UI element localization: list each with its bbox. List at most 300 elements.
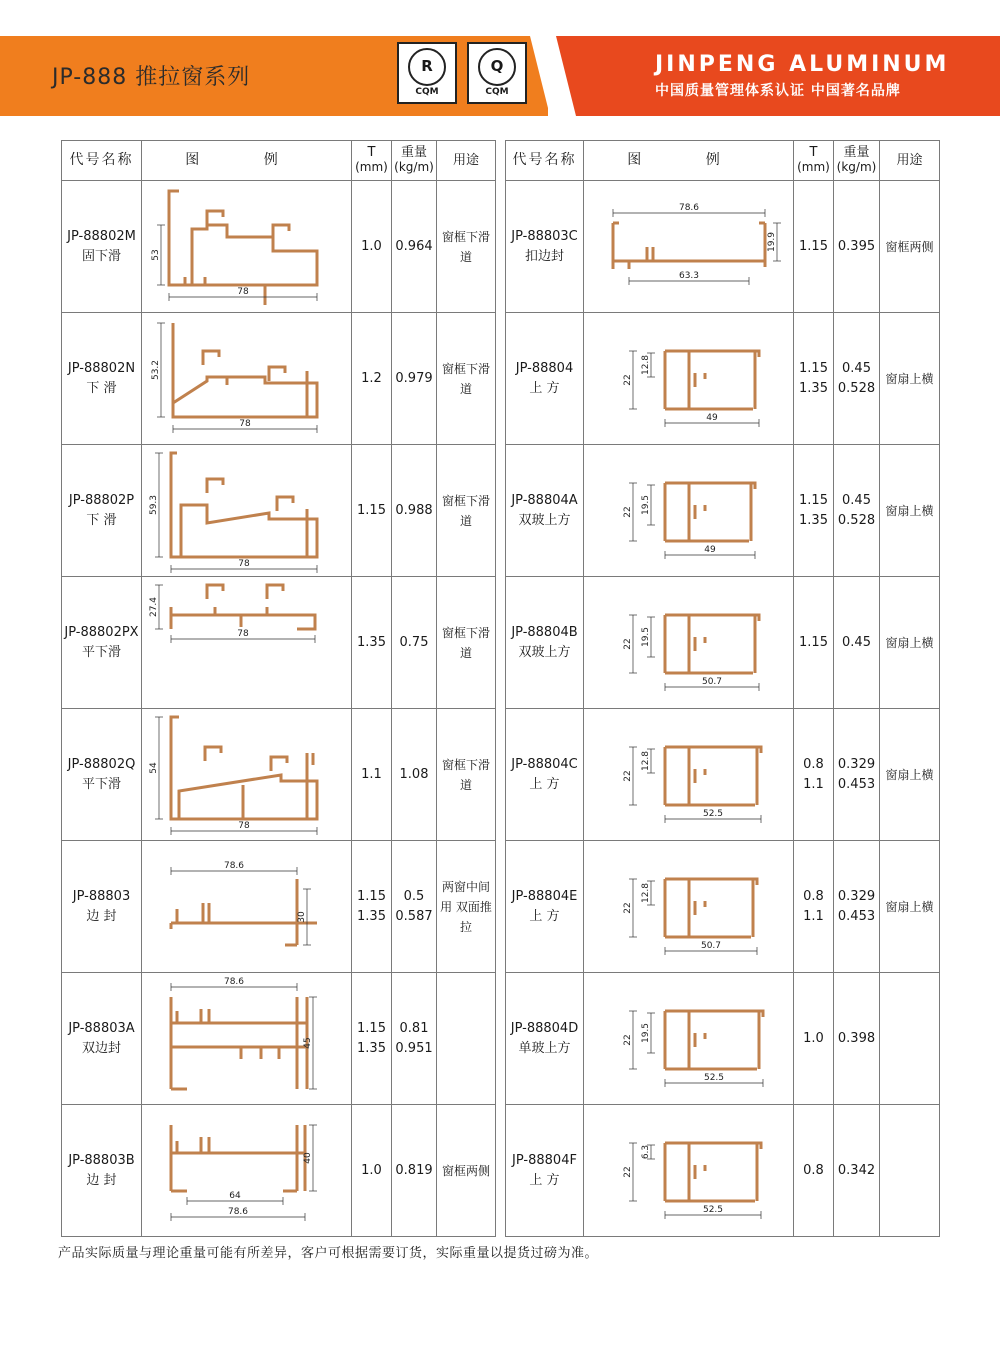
- usage-cell: [437, 445, 496, 577]
- thickness-value: 1.1: [361, 766, 382, 782]
- col-figure-header: 图 例: [584, 141, 794, 181]
- cqm-q-certification-logo: Q CQM: [467, 42, 527, 104]
- profile-section-shape: [205, 747, 221, 761]
- product-code: JP-88804A: [511, 492, 578, 508]
- profile-section-shape: [207, 479, 223, 493]
- product-name: 扣边封: [524, 248, 564, 264]
- weight-value: 0.979: [395, 370, 433, 386]
- weight-value: 0.329: [837, 756, 876, 772]
- thickness-value: 1.15: [799, 492, 828, 508]
- weight-value: 0.964: [395, 238, 433, 254]
- thickness-cell: [794, 577, 834, 709]
- weight-cell: [392, 181, 437, 313]
- profile-cross-section-diagram: [589, 181, 789, 312]
- profile-section-shape: [665, 879, 753, 937]
- thickness-cell: [352, 1105, 392, 1237]
- weight-cell: [392, 445, 437, 577]
- dimension-label: 53: [150, 249, 161, 261]
- thickness-cell: [352, 445, 392, 577]
- weight-cell: [392, 1105, 437, 1237]
- table-row: [506, 445, 940, 577]
- product-name: 边 封: [86, 908, 117, 924]
- weight-value: 0.528: [837, 512, 876, 528]
- dimension-label: 19.5: [640, 626, 651, 648]
- product-code: JP-88803B: [68, 1152, 135, 1168]
- profile-cross-section-diagram: [589, 841, 789, 972]
- dimension-label: 22: [622, 770, 633, 782]
- thickness-cell: [794, 841, 834, 973]
- profile-section-shape: [177, 1137, 209, 1153]
- weight-value: 0.988: [395, 502, 433, 518]
- weight-cell: [392, 577, 437, 709]
- profile-section-shape: [269, 367, 285, 381]
- thickness-value: 1.15: [357, 888, 386, 904]
- weight-value: 0.75: [399, 634, 429, 650]
- weight-cell: [834, 313, 880, 445]
- profile-section-shape: [173, 323, 317, 417]
- product-code-cell: [506, 973, 584, 1105]
- usage-cell: [437, 577, 496, 709]
- profile-cross-section-diagram: [589, 577, 789, 708]
- col-thickness-header: T (mm): [794, 141, 834, 181]
- profile-drawing-cell: [142, 973, 352, 1105]
- thickness-value: 1.15: [799, 360, 828, 376]
- profile-drawing-cell: [142, 709, 352, 841]
- usage-cell: [437, 181, 496, 313]
- profile-cross-section-diagram: [147, 1105, 347, 1236]
- profile-cross-section-diagram: [147, 709, 347, 840]
- dimension-label: 40: [302, 1152, 313, 1164]
- profile-drawing-cell: [584, 445, 794, 577]
- usage-cell: [880, 577, 940, 709]
- weight-value: 0.951: [395, 1040, 433, 1056]
- usage-cell: [880, 1105, 940, 1237]
- usage-text: 窗框两侧: [441, 1163, 490, 1178]
- weight-value: 0.819: [395, 1162, 433, 1178]
- thickness-cell: [352, 313, 392, 445]
- profile-section-shape: [629, 247, 653, 269]
- usage-cell: [437, 709, 496, 841]
- thickness-value: 1.0: [361, 238, 382, 254]
- usage-text: 窗扇上横: [885, 767, 934, 782]
- dimension-label: 52.5: [702, 809, 723, 819]
- table-row: [62, 841, 496, 973]
- thickness-cell: [794, 709, 834, 841]
- weight-cell: [392, 313, 437, 445]
- profile-section-shape: [745, 615, 759, 621]
- weight-cell: [834, 445, 880, 577]
- product-code: JP-88804E: [511, 888, 578, 904]
- weight-value: 0.45: [842, 634, 871, 650]
- profile-section-shape: [273, 225, 289, 239]
- profile-section-shape: [689, 1011, 705, 1069]
- dimension-label: 22: [622, 1034, 633, 1046]
- profile-section-shape: [689, 351, 705, 409]
- profile-cross-section-diagram: [589, 313, 789, 444]
- product-code-cell: [62, 313, 142, 445]
- thickness-cell: [794, 973, 834, 1105]
- product-name: 双玻上方: [518, 644, 571, 660]
- thickness-cell: [794, 1105, 834, 1237]
- product-code: JP-88802M: [67, 228, 136, 244]
- thickness-cell: [794, 313, 834, 445]
- profile-section-shape: [271, 757, 287, 771]
- col-use-header: 用途: [437, 141, 496, 181]
- weight-cell: [392, 709, 437, 841]
- dimension-label: 78: [236, 287, 249, 297]
- thickness-value: 1.35: [799, 512, 828, 528]
- thickness-value: 1.15: [357, 1020, 386, 1036]
- profile-section-shape: [665, 615, 755, 673]
- profile-section-shape: [207, 585, 223, 599]
- dimension-label: 50.7: [700, 941, 721, 951]
- thickness-cell: [352, 841, 392, 973]
- profile-cross-section-diagram: [147, 181, 347, 312]
- profile-drawing-cell: [584, 181, 794, 313]
- profile-section-shape: [267, 585, 283, 599]
- brand-name-en: JINPENG ALUMINUM: [655, 52, 950, 77]
- weight-value: 0.453: [837, 776, 876, 792]
- thickness-cell: [352, 973, 392, 1105]
- thickness-value: 1.35: [357, 634, 386, 650]
- usage-text: 窗扇上横: [885, 899, 934, 914]
- product-name: 平下滑: [81, 776, 121, 792]
- product-code: JP-88804: [515, 360, 574, 376]
- usage-cell: [880, 973, 940, 1105]
- usage-cell: [437, 313, 496, 445]
- product-code-cell: [506, 181, 584, 313]
- thickness-value: 1.0: [803, 1030, 824, 1046]
- profile-section-shape: [215, 607, 267, 627]
- thickness-value: 1.35: [357, 1040, 386, 1056]
- weight-value: 1.08: [399, 766, 429, 782]
- profile-section-shape: [745, 351, 759, 357]
- usage-cell: [880, 181, 940, 313]
- weight-value: 0.81: [399, 1020, 429, 1036]
- table-row: [62, 445, 496, 577]
- table-row: [506, 973, 940, 1105]
- dimension-label: 49: [703, 545, 716, 555]
- profile-section-shape: [665, 1011, 759, 1069]
- dimension-label: 78.6: [223, 861, 244, 871]
- profile-cross-section-diagram: [589, 1105, 789, 1236]
- dimension-label: 12.8: [640, 882, 651, 904]
- product-code-cell: [506, 1105, 584, 1237]
- dimension-label: 6.3: [640, 1144, 651, 1160]
- usage-text: 窗框下滑道: [441, 493, 490, 528]
- product-code: JP-88804F: [512, 1152, 577, 1168]
- profile-section-shape: [277, 497, 293, 511]
- product-code-cell: [62, 577, 142, 709]
- dimension-label: 49: [705, 413, 718, 423]
- product-code: JP-88804B: [511, 624, 578, 640]
- profile-cross-section-diagram: [589, 445, 789, 576]
- dimension-label: 63.3: [678, 271, 699, 281]
- profile-cross-section-diagram: [589, 709, 789, 840]
- weight-value: 0.45: [842, 360, 871, 376]
- thickness-value: 1.15: [357, 502, 386, 518]
- profile-drawing-cell: [142, 841, 352, 973]
- col-code-header: 代号名称: [506, 141, 584, 181]
- table-header-row: [506, 141, 940, 181]
- product-code-cell: [506, 709, 584, 841]
- dimension-label: 78.6: [223, 977, 244, 987]
- dimension-label: 64: [228, 1191, 241, 1201]
- profile-section-shape: [171, 997, 307, 1089]
- profile-section-shape: [747, 747, 761, 753]
- dimension-label: 22: [622, 902, 633, 914]
- dimension-label: 52.5: [702, 1205, 723, 1215]
- dimension-label: 30: [296, 911, 307, 923]
- product-name: 上 方: [529, 1172, 560, 1188]
- dimension-label: 52.5: [703, 1073, 724, 1083]
- profile-section-shape: [747, 1143, 761, 1149]
- table-row: [506, 313, 940, 445]
- profile-section-shape: [177, 1009, 279, 1059]
- table-row: [62, 577, 496, 709]
- thickness-cell: [352, 181, 392, 313]
- profile-table-left: [61, 140, 496, 1237]
- product-code: JP-88804D: [510, 1020, 579, 1036]
- dimension-label: 50.7: [701, 677, 722, 687]
- weight-value: 0.398: [837, 1030, 876, 1046]
- profile-section-shape: [203, 351, 219, 365]
- profile-section-shape: [665, 747, 757, 805]
- dimension-label: 78.6: [678, 203, 699, 213]
- col-thickness-header: T (mm): [352, 141, 392, 181]
- profile-cross-section-diagram: [147, 577, 347, 708]
- product-code-cell: [62, 445, 142, 577]
- usage-cell: [880, 313, 940, 445]
- profile-cross-section-diagram: [589, 973, 789, 1104]
- product-code-cell: [62, 181, 142, 313]
- profile-drawing-cell: [584, 313, 794, 445]
- thickness-value: 1.35: [357, 908, 386, 924]
- profile-section-shape: [207, 211, 223, 225]
- weight-value: 0.587: [395, 908, 433, 924]
- profile-cross-section-diagram: [147, 841, 347, 972]
- weight-cell: [834, 181, 880, 313]
- dimension-label: 12.8: [640, 750, 651, 772]
- table-row: [506, 577, 940, 709]
- usage-text: 窗框下滑道: [441, 757, 490, 792]
- weight-value: 0.395: [837, 238, 876, 254]
- table-header-row: [62, 141, 496, 181]
- product-code: JP-88802N: [67, 360, 136, 376]
- thickness-cell: [794, 181, 834, 313]
- product-name: 双玻上方: [518, 512, 571, 528]
- profile-section-shape: [689, 483, 705, 541]
- brand-slogan-cn: 中国质量管理体系认证 中国著名品牌: [655, 83, 901, 99]
- usage-cell: [880, 841, 940, 973]
- thickness-value: 1.0: [361, 1162, 382, 1178]
- profile-section-shape: [171, 903, 209, 929]
- profile-drawing-cell: [584, 841, 794, 973]
- usage-cell: [437, 841, 496, 973]
- profile-section-shape: [689, 879, 705, 937]
- profile-section-shape: [689, 615, 705, 673]
- profile-drawing-cell: [142, 577, 352, 709]
- thickness-value: 1.15: [799, 238, 828, 254]
- weight-value: 0.45: [842, 492, 871, 508]
- profile-drawing-cell: [142, 181, 352, 313]
- profile-drawing-cell: [142, 1105, 352, 1237]
- weight-cell: [834, 841, 880, 973]
- dimension-label: 54: [148, 762, 159, 774]
- table-row: [62, 1105, 496, 1237]
- product-name: 边 封: [86, 1172, 117, 1188]
- dimension-label: 78: [237, 821, 250, 831]
- cqm-r-certification-logo: R CQM: [397, 42, 457, 104]
- profile-section-shape: [749, 1011, 763, 1017]
- table-row: [506, 181, 940, 313]
- product-name: 单玻上方: [518, 1040, 571, 1056]
- profile-section-shape: [743, 879, 757, 885]
- product-name: 下 滑: [86, 380, 117, 396]
- dimension-label: 27.4: [148, 596, 159, 618]
- weight-cell: [834, 973, 880, 1105]
- table-row: [62, 973, 496, 1105]
- dimension-label: 22: [622, 638, 633, 650]
- col-use-header: 用途: [880, 141, 940, 181]
- profile-section-shape: [665, 483, 751, 541]
- table-row: [506, 709, 940, 841]
- thickness-value: 1.1: [803, 776, 824, 792]
- profile-section-shape: [613, 223, 765, 269]
- product-code-cell: [62, 841, 142, 973]
- dimension-label: 22: [622, 374, 633, 386]
- weight-value: 0.329: [837, 888, 876, 904]
- product-code-cell: [506, 577, 584, 709]
- profile-drawing-cell: [584, 1105, 794, 1237]
- usage-text: 两窗中间用 双面推拉: [440, 879, 492, 934]
- profile-section-shape: [689, 747, 705, 805]
- table-row: [506, 841, 940, 973]
- thickness-value: 1.15: [799, 634, 828, 650]
- dimension-label: 78: [237, 559, 250, 569]
- usage-text: 窗框下滑道: [441, 229, 490, 264]
- footnote: 产品实际质量与理论重量可能有所差异，客户可根据需要订货，实际重量以提货过磅为准。: [58, 1246, 599, 1261]
- usage-cell: [437, 1105, 496, 1237]
- weight-value: 0.5: [403, 888, 425, 904]
- dimension-label: 78: [236, 629, 249, 639]
- thickness-value: 1.35: [799, 380, 828, 396]
- dimension-label: 59.3: [148, 494, 159, 516]
- dimension-label: 22: [622, 1166, 633, 1178]
- usage-cell: [880, 709, 940, 841]
- product-code-cell: [62, 709, 142, 841]
- dimension-label: 45: [302, 1037, 313, 1049]
- table-row: [506, 1105, 940, 1237]
- series-title: JP-888 推拉窗系列: [52, 65, 251, 90]
- weight-value: 0.528: [837, 380, 876, 396]
- profile-cross-section-diagram: [147, 973, 347, 1104]
- profile-section-shape: [665, 1143, 757, 1201]
- profile-cross-section-diagram: [147, 313, 347, 444]
- header: [0, 0, 1000, 116]
- profile-drawing-cell: [584, 973, 794, 1105]
- product-code-cell: [506, 313, 584, 445]
- product-code-cell: [62, 973, 142, 1105]
- profile-cross-section-diagram: [147, 445, 347, 576]
- product-code-cell: [506, 445, 584, 577]
- usage-text: 窗框下滑道: [441, 625, 490, 660]
- usage-text: 窗框下滑道: [441, 361, 490, 396]
- table-row: [62, 181, 496, 313]
- table-row: [62, 709, 496, 841]
- product-code: JP-88802PX: [64, 624, 139, 640]
- product-name: 上 方: [529, 776, 560, 792]
- usage-text: 窗扇上横: [885, 371, 934, 386]
- dimension-label: 12.8: [640, 354, 651, 376]
- product-code: JP-88803A: [68, 1020, 135, 1036]
- weight-value: 0.342: [837, 1162, 876, 1178]
- profile-section-shape: [689, 1143, 705, 1201]
- dimension-label: 19.5: [640, 1022, 651, 1044]
- thickness-value: 1.1: [803, 908, 824, 924]
- dimension-label: 22: [622, 506, 633, 518]
- usage-cell: [880, 445, 940, 577]
- dimension-label: 78: [238, 419, 251, 429]
- col-weight-header: 重量 (kg/m): [392, 141, 437, 181]
- product-name: 双边封: [81, 1040, 121, 1056]
- thickness-cell: [794, 445, 834, 577]
- profile-table-right: [505, 140, 940, 1237]
- thickness-cell: [352, 577, 392, 709]
- weight-cell: [834, 709, 880, 841]
- thickness-cell: [352, 709, 392, 841]
- dimension-label: 19.9: [766, 231, 777, 253]
- product-code: JP-88804C: [511, 756, 578, 772]
- usage-cell: [437, 973, 496, 1105]
- product-name: 上 方: [529, 380, 560, 396]
- product-code-cell: [62, 1105, 142, 1237]
- profile-section-shape: [171, 879, 317, 945]
- profile-section-shape: [307, 753, 313, 819]
- profile-section-shape: [171, 1125, 305, 1191]
- thickness-value: 0.8: [803, 888, 824, 904]
- profile-drawing-cell: [142, 445, 352, 577]
- thickness-value: 1.2: [361, 370, 382, 386]
- profile-drawing-cell: [142, 313, 352, 445]
- usage-text: 窗框两侧: [885, 239, 934, 254]
- profile-section-shape: [185, 277, 265, 305]
- profile-section-shape: [169, 191, 317, 285]
- profile-section-shape: [741, 483, 755, 489]
- weight-value: 0.453: [837, 908, 876, 924]
- col-code-header: 代号名称: [62, 141, 142, 181]
- product-code: JP-88802Q: [67, 756, 136, 772]
- usage-text: 窗扇上横: [885, 635, 934, 650]
- col-figure-header: 图 例: [142, 141, 352, 181]
- product-code-cell: [506, 841, 584, 973]
- profile-drawing-cell: [584, 577, 794, 709]
- usage-text: 窗扇上横: [885, 503, 934, 518]
- product-name: 平下滑: [81, 644, 121, 660]
- weight-cell: [834, 577, 880, 709]
- weight-cell: [834, 1105, 880, 1237]
- table-row: [62, 313, 496, 445]
- product-name: 下 滑: [86, 512, 117, 528]
- thickness-value: 0.8: [803, 1162, 824, 1178]
- product-code: JP-88802P: [68, 492, 135, 508]
- profile-section-shape: [171, 453, 317, 557]
- thickness-value: 0.8: [803, 756, 824, 772]
- dimension-label: 78.6: [227, 1207, 248, 1217]
- product-name: 上 方: [529, 908, 560, 924]
- product-name: 固下滑: [81, 248, 121, 264]
- product-code: JP-88803: [72, 888, 131, 904]
